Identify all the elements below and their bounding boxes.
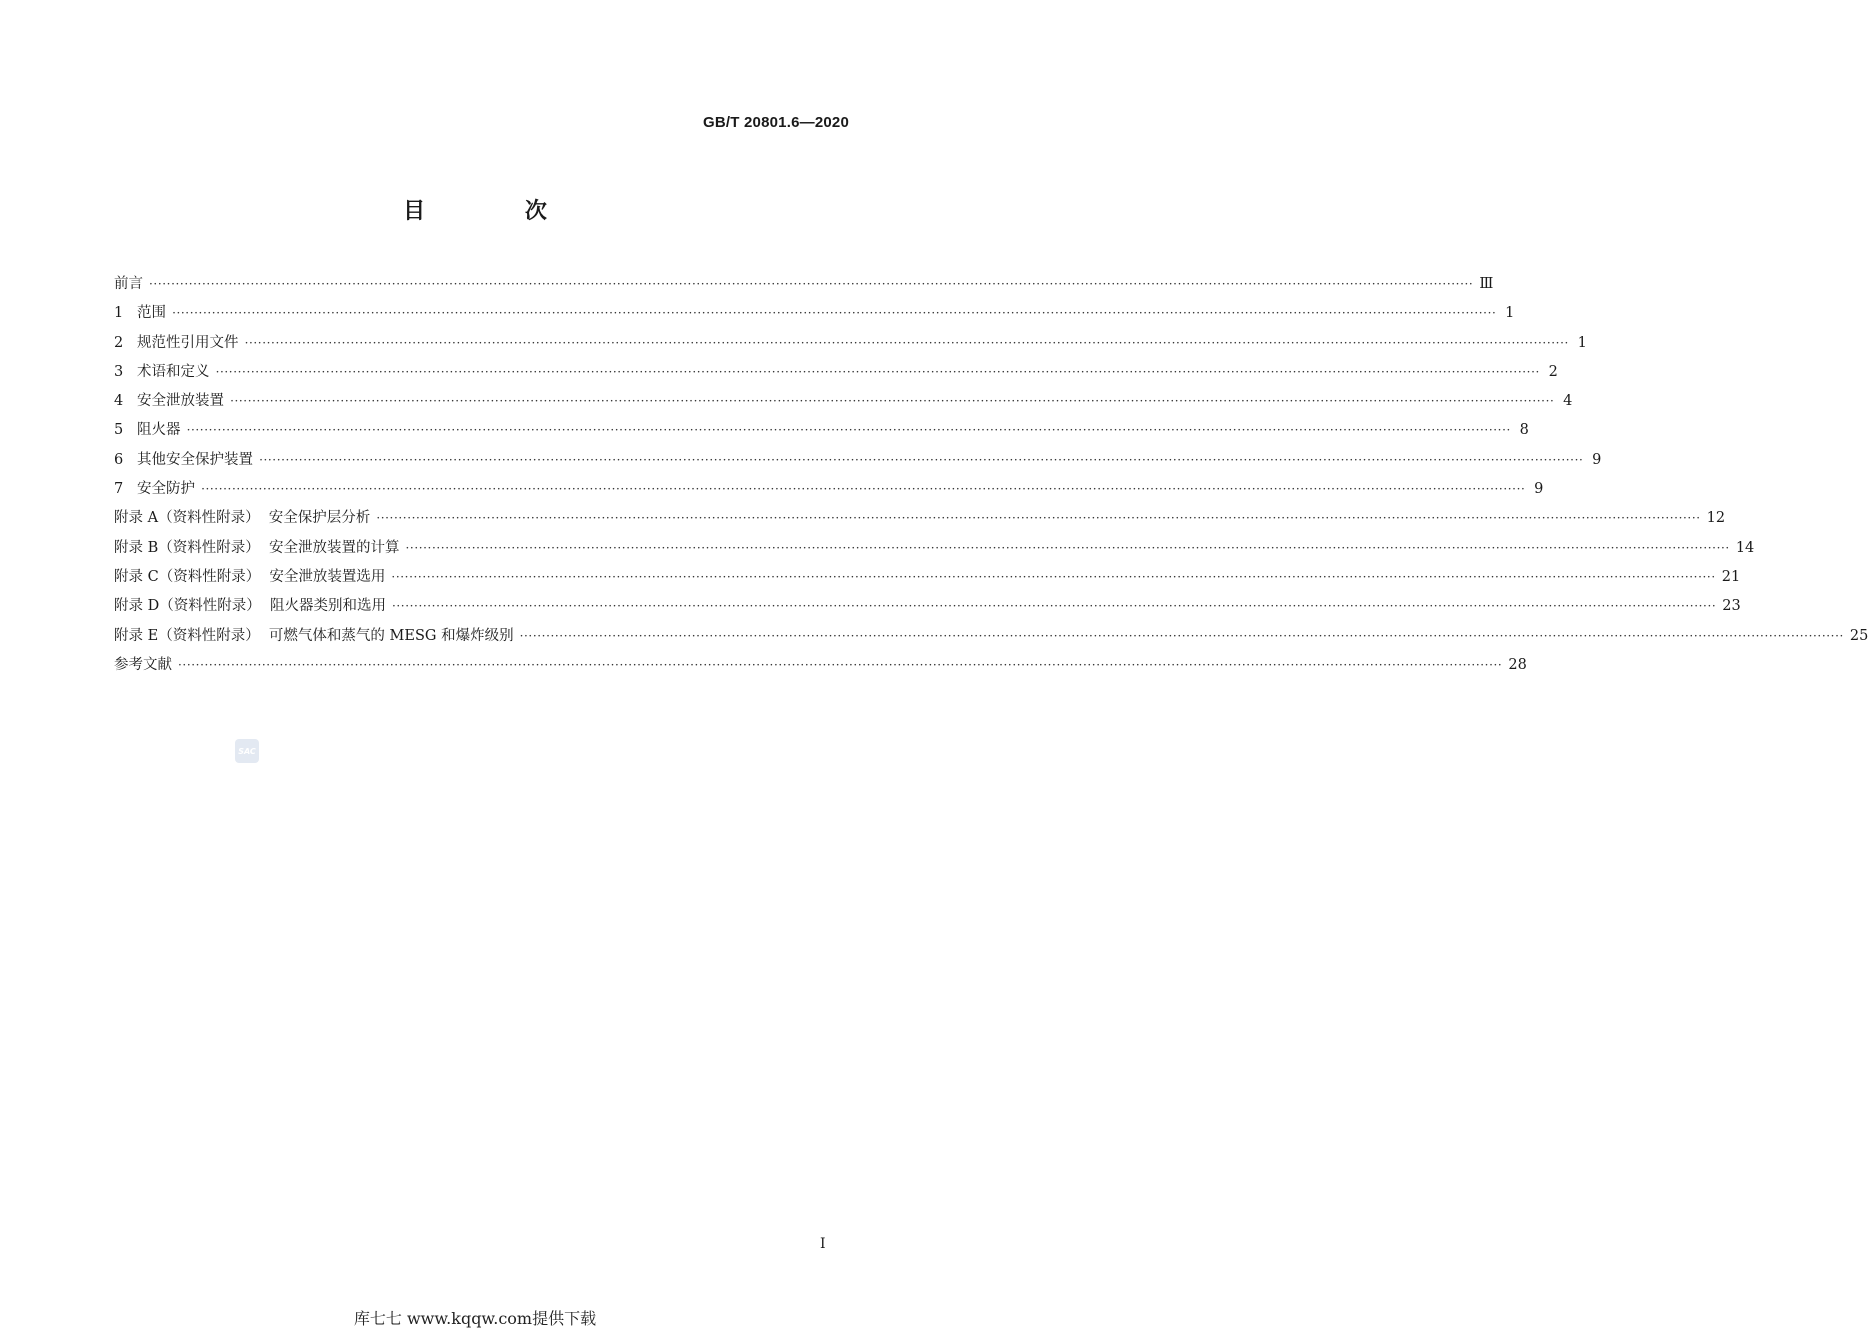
toc-entry-page: 1 xyxy=(1577,334,1587,351)
page-number: I xyxy=(820,1236,826,1252)
sac-logo-icon: SAC xyxy=(235,739,259,763)
toc-entry-page: 25 xyxy=(1849,627,1868,644)
toc-entry[interactable] xyxy=(114,504,1726,533)
toc-entry[interactable] xyxy=(114,475,1544,504)
toc-entry-label: 附录 C（资料性附录） 安全泄放装置选用 xyxy=(114,568,386,585)
toc-entry-page: 12 xyxy=(1706,510,1726,527)
toc-title: 目 次 xyxy=(403,199,593,224)
footer-text: 库七七 www.kqqw.com提供下载 xyxy=(353,1309,597,1328)
toc-entry-label: 附录 B（资料性附录） 安全泄放装置的计算 xyxy=(114,539,400,556)
toc-dot-leader: ············································································································································································································································································································ xyxy=(519,628,1844,643)
toc-dot-leader: ············································································································································································································································································································ xyxy=(178,657,1503,672)
toc-dot-leader: ············································································································································································································································································································ xyxy=(244,335,1569,350)
toc-entry-page: 8 xyxy=(1519,422,1529,439)
toc-entry-label: 参考文献 xyxy=(114,656,172,673)
toc-entry-page: 9 xyxy=(1534,481,1544,498)
toc-entry-label: 6 其他安全保护装置 xyxy=(114,451,254,468)
toc-dot-leader: ············································································································································································································································································································ xyxy=(201,482,1526,497)
toc-entry[interactable] xyxy=(114,416,1529,445)
toc-entry[interactable] xyxy=(114,651,1527,680)
toc-dot-leader: ············································································································································································································································································································ xyxy=(172,306,1497,321)
toc-entry[interactable] xyxy=(114,329,1587,358)
toc-dot-leader: ············································································································································································································································································································ xyxy=(186,423,1511,438)
toc-entry[interactable] xyxy=(114,563,1741,592)
toc-entry-label: 4 安全泄放装置 xyxy=(114,393,225,410)
toc-entry-label: 前言 xyxy=(114,276,143,292)
toc-entry-page: 21 xyxy=(1721,568,1741,585)
toc-dot-leader: ············································································································································································································································································································ xyxy=(391,599,1717,614)
toc-entry[interactable] xyxy=(114,534,1755,563)
standard-code: GB/T 20801.6—2020 xyxy=(703,114,849,131)
toc-entry[interactable] xyxy=(114,299,1515,328)
toc-dot-leader: ············································································································································································································································································································ xyxy=(391,569,1716,584)
toc-entry-page: 9 xyxy=(1592,451,1602,468)
toc-entry-label: 1 范围 xyxy=(114,305,167,322)
toc-entry-label: 2 规范性引用文件 xyxy=(114,334,239,351)
toc-entry-page: 23 xyxy=(1722,598,1741,615)
toc-dot-leader: ············································································································································································································································································································ xyxy=(376,511,1701,526)
toc-entry[interactable] xyxy=(114,592,1741,621)
toc-entry-page: 4 xyxy=(1563,393,1573,410)
toc-entry-page: 28 xyxy=(1508,656,1527,673)
toc-list xyxy=(114,270,1868,680)
toc-entry[interactable] xyxy=(114,387,1573,416)
toc-entry[interactable] xyxy=(114,270,1494,299)
toc-entry-page: 14 xyxy=(1735,539,1755,556)
toc-dot-leader: ············································································································································································································································································································ xyxy=(230,394,1555,409)
toc-entry-page: Ⅲ xyxy=(1479,276,1494,292)
toc-dot-leader: ············································································································································································································································································································ xyxy=(405,540,1730,555)
toc-entry[interactable] xyxy=(114,358,1558,387)
toc-entry-label: 附录 D（资料性附录） 阻火器类别和选用 xyxy=(114,598,386,615)
toc-entry[interactable] xyxy=(114,622,1868,651)
toc-entry-page: 2 xyxy=(1548,363,1558,380)
toc-dot-leader: ············································································································································································································································································································ xyxy=(215,364,1540,379)
toc-dot-leader: ············································································································································································································································································································ xyxy=(149,277,1474,291)
toc-entry-label: 7 安全防护 xyxy=(114,481,196,498)
toc-dot-leader: ············································································································································································································································································································ xyxy=(259,452,1584,467)
toc-entry-label: 附录 E（资料性附录） 可燃气体和蒸气的 MESG 和爆炸级别 xyxy=(114,627,514,644)
toc-entry-label: 5 阻火器 xyxy=(114,422,181,439)
toc-entry-page: 1 xyxy=(1505,305,1515,322)
toc-entry-label: 附录 A（资料性附录） 安全保护层分析 xyxy=(114,510,371,527)
toc-entry-label: 3 术语和定义 xyxy=(114,363,210,380)
toc-entry[interactable] xyxy=(114,446,1602,475)
